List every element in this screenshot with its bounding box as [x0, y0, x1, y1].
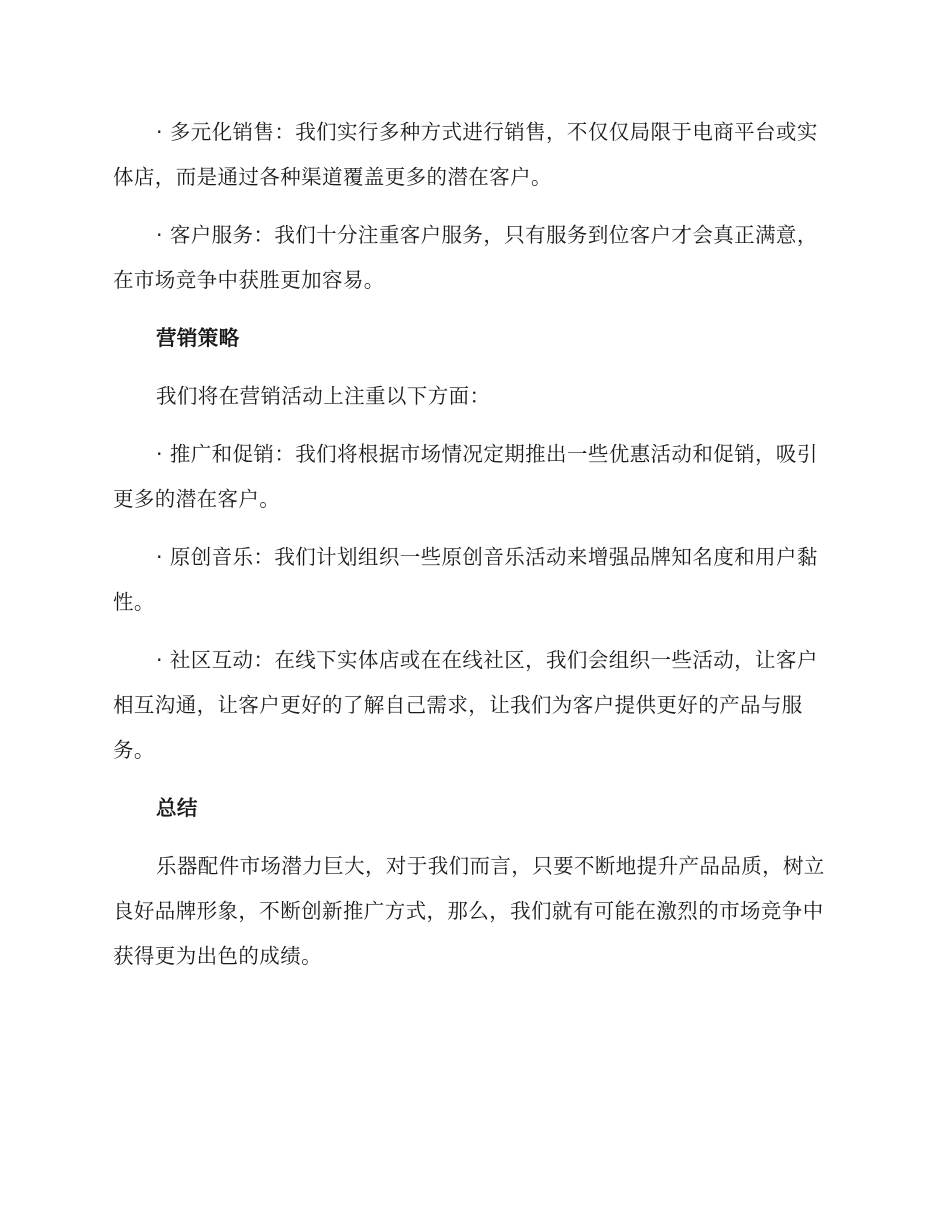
document-body: [113, 110, 833, 992]
bullet-community: · 社区互动：在线下实体店或在在线社区，我们会组织一些活动，让客户相互沟通，让客户更好的了解自己需求，让我们为客户提供更好的产品与服务。: [113, 648, 818, 762]
bullet-promotion: · 推广和促销：我们将根据市场情况定期推出一些优惠活动和促销，吸引更多的潜在客户。: [113, 442, 818, 511]
section-heading-marketing: 营销策略: [156, 326, 240, 350]
section-heading-summary: 总结: [156, 796, 198, 820]
bullet-original-music: · 原创音乐：我们计划组织一些原创音乐活动来增强品牌知名度和用户黏性。: [113, 545, 818, 614]
summary-paragraph: 乐器配件市场潜力巨大，对于我们而言，只要不断地提升产品品质，树立良好品牌形象，不断创新推广方式，那么，我们就有可能在激烈的市场竞争中获得更为出色的成绩。: [113, 854, 825, 968]
marketing-intro: 我们将在营销活动上注重以下方面：: [156, 384, 491, 408]
bullet-diversified-sales: · 多元化销售：我们实行多种方式进行销售，不仅仅局限于电商平台或实体店，而是通过各种渠道覆盖更多的潜在客户。: [113, 120, 818, 189]
bullet-customer-service: · 客户服务：我们十分注重客户服务，只有服务到位客户才会真正满意，在市场竞争中获胜更加容易。: [113, 223, 818, 292]
